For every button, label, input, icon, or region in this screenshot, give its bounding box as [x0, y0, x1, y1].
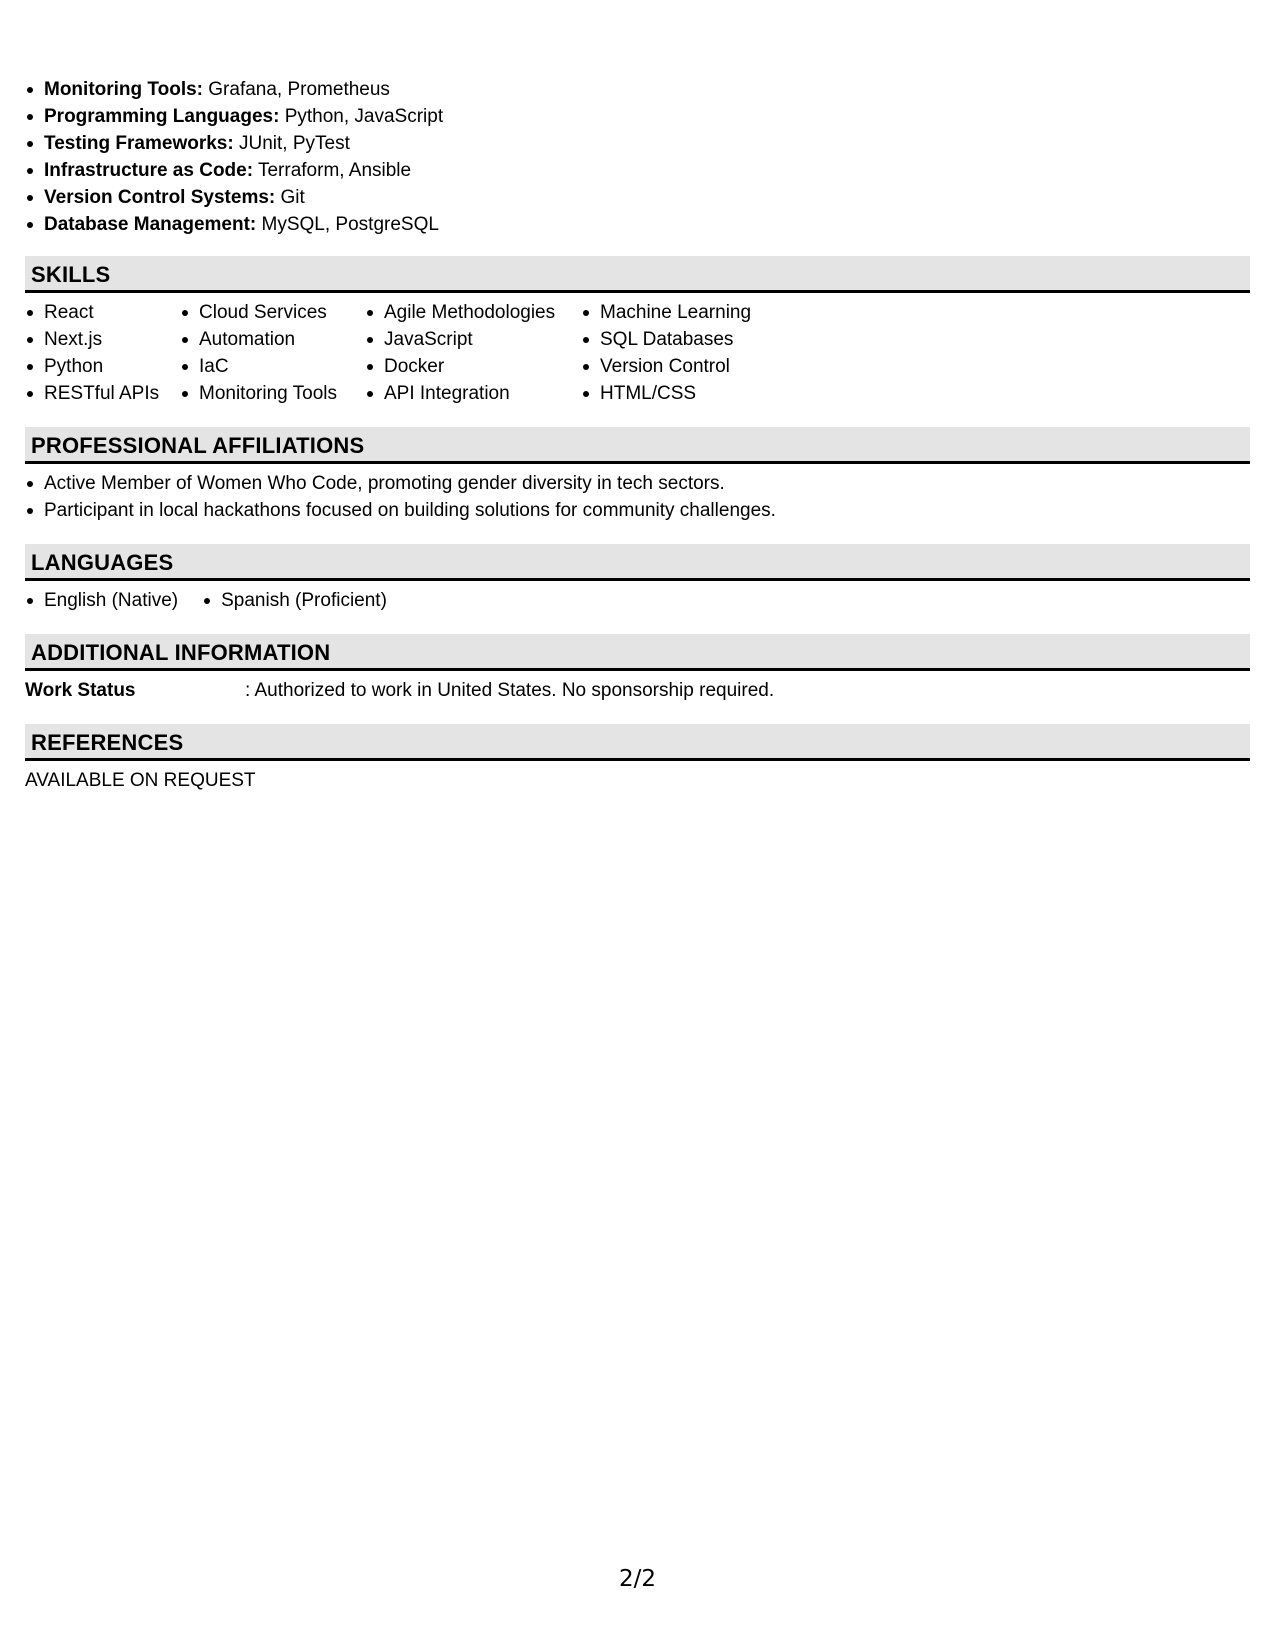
- tech-label: Testing Frameworks:: [44, 133, 234, 154]
- skills-grid: [25, 293, 1250, 407]
- skills-column: [365, 299, 581, 407]
- tech-item: [25, 211, 1250, 238]
- tech-label: Programming Languages:: [44, 106, 280, 127]
- tech-value: MySQL, PostgreSQL: [261, 214, 439, 235]
- page-number: 2/2: [618, 1566, 656, 1592]
- tech-value: Grafana, Prometheus: [208, 79, 390, 100]
- work-status-row: [25, 671, 1250, 704]
- skill-item: Python: [25, 353, 180, 380]
- skill-item: IaC: [180, 353, 365, 380]
- tech-list: [25, 76, 1250, 238]
- skill-item: SQL Databases: [581, 326, 801, 353]
- tech-item: [25, 157, 1250, 184]
- skill-item: Agile Methodologies: [365, 299, 581, 326]
- additional-info-heading: ADDITIONAL INFORMATION: [25, 634, 1250, 671]
- skill-item: Machine Learning: [581, 299, 801, 326]
- tech-label: Version Control Systems:: [44, 187, 276, 208]
- tech-item: [25, 76, 1250, 103]
- skill-item: Next.js: [25, 326, 180, 353]
- tech-item: [25, 184, 1250, 211]
- tech-value: Terraform, Ansible: [257, 160, 412, 181]
- affiliation-item: Participant in local hackathons focused on building solutions for community challenges.: [25, 497, 1250, 524]
- tech-item: [25, 130, 1250, 157]
- skill-item: Cloud Services: [180, 299, 365, 326]
- affiliations-list: [25, 464, 1250, 524]
- references-text: AVAILABLE ON REQUEST: [25, 770, 256, 791]
- tech-value: Git: [280, 187, 305, 208]
- skill-item: Monitoring Tools: [180, 380, 365, 407]
- skill-item: Version Control: [581, 353, 801, 380]
- tech-value: JUnit, PyTest: [238, 133, 350, 154]
- language-item: English (Native): [25, 587, 178, 614]
- skill-item: RESTful APIs: [25, 380, 180, 407]
- skill-item: JavaScript: [365, 326, 581, 353]
- affiliation-item: Active Member of Women Who Code, promoting gender diversity in tech sectors.: [25, 470, 1250, 497]
- language-item: Spanish (Proficient): [202, 587, 387, 614]
- tech-label: Infrastructure as Code:: [44, 160, 254, 181]
- work-status-label: Work Status: [25, 680, 136, 701]
- tech-value: Python, JavaScript: [284, 106, 444, 127]
- tech-item: [25, 103, 1250, 130]
- affiliations-heading: PROFESSIONAL AFFILIATIONS: [25, 427, 1250, 464]
- work-status-value: : Authorized to work in United States. No sponsorship required.: [245, 680, 775, 701]
- skills-column: [581, 299, 801, 407]
- skill-item: React: [25, 299, 180, 326]
- skills-heading: SKILLS: [25, 256, 1250, 293]
- skill-item: HTML/CSS: [581, 380, 801, 407]
- skills-column: [25, 299, 180, 407]
- tech-label: Database Management:: [44, 214, 257, 235]
- skill-item: API Integration: [365, 380, 581, 407]
- skills-column: [180, 299, 365, 407]
- skill-item: Docker: [365, 353, 581, 380]
- languages-list: [25, 581, 1250, 614]
- references-heading: REFERENCES: [25, 724, 1250, 761]
- languages-heading: LANGUAGES: [25, 544, 1250, 581]
- resume-page: [25, 76, 1250, 794]
- tech-label: Monitoring Tools:: [44, 79, 203, 100]
- skill-item: Automation: [180, 326, 365, 353]
